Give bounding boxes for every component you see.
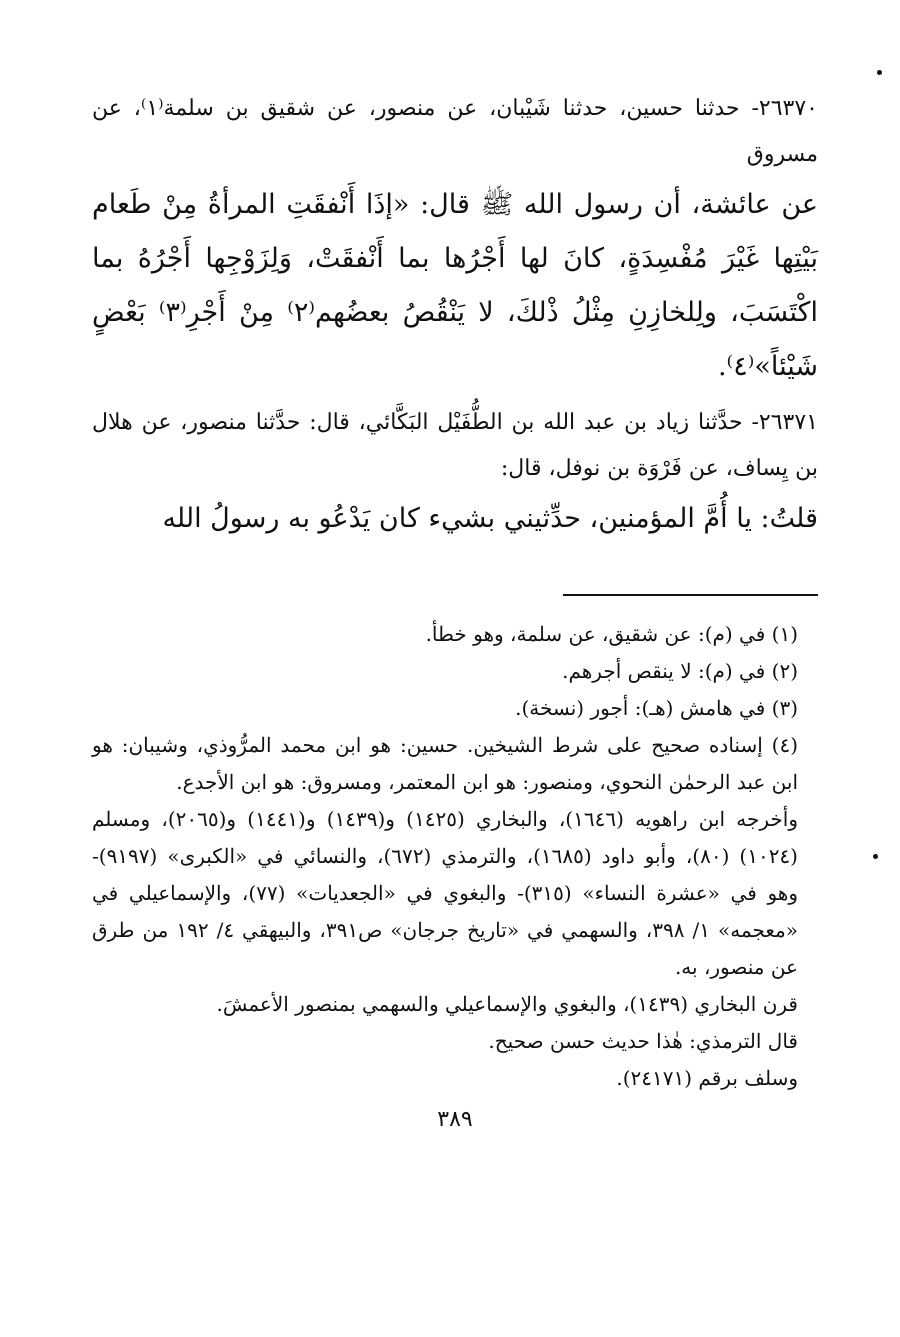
hadith-26371-isnad: ٢٦٣٧١- حدَّثنا زياد بن عبد الله بن الطُّفَيْل البَكَّائي، قال: حدَّثنا منصور، عن هلال بن يِساف، عن فَرْوَة بن نوفل، قال:: [92, 410, 818, 481]
hadith-26370-isnad: ٢٦٣٧٠- حدثنا حسين، حدثنا شَيْبان، عن منصور، عن شقيق بن سلمة⁽١⁾، عن مسروق: [92, 96, 818, 167]
margin-dot: [877, 70, 882, 75]
footnote-1: (١) في (م): عن شقيق، عن سلمة، وهو خطأ.: [425, 622, 798, 646]
footnote-3: (٣) في هامش (هـ): أجور (نسخة).: [515, 696, 798, 720]
footnotes: [92, 616, 818, 1097]
hadith-26370-matn: عن عائشة، أن رسول الله ﷺ قال: «إذَا أَنْفقَتِ المرأةُ مِنْ طَعام بَيْتِها غَيْرَ مُفْسِدَةٍ، كانَ لها أَجْرُها بما أَنْفقَتْ، وَلِزَوْجِها أَجْرُهُ بما اكْتَسَبَ، ولِلخازِنِ مِثْلُ ذْلكَ، لا يَنْقُصُ بعضُهم⁽٢⁾ مِنْ أَجْرِ⁽٣⁾ بَعْضٍ شَيْئاً»⁽٤⁾.: [92, 189, 818, 382]
hadith-26371-matn: قلتُ: يا أُمَّ المؤمنين، حدِّثيني بشيء كان يَدْعُو به رسولُ الله: [162, 503, 818, 534]
margin-dot: [873, 854, 878, 859]
footnote-4-takhrij: وأخرجه ابن راهويه (١٦٤٦)، والبخاري (١٤٢٥) و(١٤٣٩) و(١٤٤١) و(٢٠٦٥)، ومسلم (١٠٢٤) (٨٠)، وأبو داود (١٦٨٥)، والترمذي (٦٧٢)، والنسائي في «الكبرى» (٩١٩٧)- وهو في «عشرة النساء» (٣١٥)- والبغوي في «الجعديات» (٧٧)، والإسماعيلي في «معجمه» ١/ ٣٩٨، والسهمي في «تاريخ جرجان» ص٣٩١، والبيهقي ٤/ ١٩٢ من طرق عن منصور، به.: [92, 807, 799, 979]
footnote-separator: [92, 594, 818, 596]
footnote-4-qarn: قرن البخاري (١٤٣٩)، والبغوي والإسماعيلي والسهمي بمنصور الأعمشَ.: [216, 992, 798, 1016]
footnote-4: (٤) إسناده صحيح على شرط الشيخين. حسين: هو ابن محمد المرُّوذي، وشيبان: هو ابن عبد الرحمٰن النحوي، ومنصور: هو ابن المعتمر، ومسروق: هو ابن الأجدع.: [92, 733, 798, 794]
footnote-4-tirmidhi: قال الترمذي: هٰذا حديث حسن صحيح.: [488, 1029, 798, 1053]
page-number: ٣٨٩: [437, 1107, 473, 1132]
footnote-4-salaf: وسلف برقم (٢٤١٧١).: [616, 1066, 798, 1090]
footnote-2: (٢) في (م): لا ينقص أجرهم.: [562, 659, 798, 683]
